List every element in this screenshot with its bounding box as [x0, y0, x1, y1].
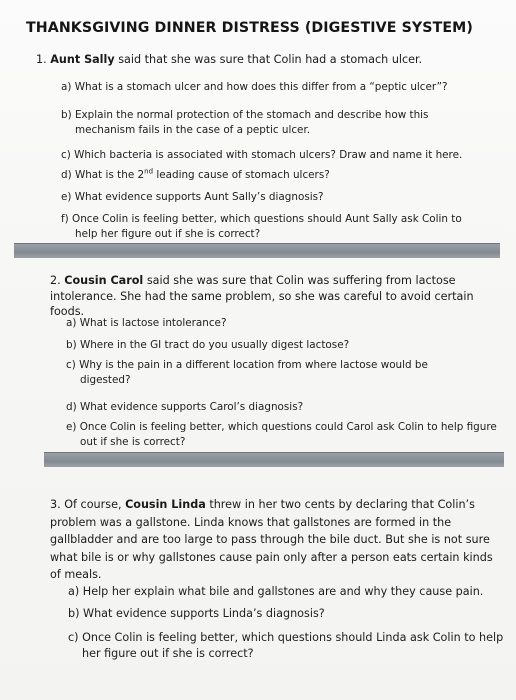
question-1c: c) Which bacteria is associated with stomach ulcers? Draw and name it here.: [61, 149, 463, 161]
question-1f: f) Once Colin is feeling better, which questions should Aunt Sally ask Colin to help her figure out if she is correct?: [61, 213, 462, 240]
question-1a: a) What is a stomach ulcer and how does this differ from a “peptic ulcer”?: [61, 81, 448, 93]
question-3a: a) Help her explain what bile and gallstones are and why they cause pain.: [68, 585, 484, 598]
question-number: 1.: [36, 53, 47, 66]
lead-text: threw in her two cents by declaring that Colin’s problem was a gallstone. Linda knows that gallstones are formed in the gallbladder and are too large to pass through the bile duct. But she is not sure what bile is or why gallstones cause pain only after a person eats certain kinds of meals.: [50, 498, 493, 581]
question-1-lead: [36, 52, 456, 68]
question-3-lead: [50, 496, 496, 584]
question-1d-text-end: leading cause of stomach ulcers?: [153, 169, 330, 181]
question-number: 2.: [50, 274, 61, 287]
question-3c: c) Once Colin is feeling better, which questions should Linda ask Colin to help her figure out if she is correct?: [68, 631, 504, 660]
lead-text: said she was sure that Colin was suffering from lactose intolerance. She had the same problem, so she was careful to avoid certain foods.: [50, 274, 474, 318]
lead-text: said that she was sure that Colin had a stomach ulcer.: [114, 53, 423, 66]
page-title: THANKSGIVING DINNER DISTRESS (DIGESTIVE SYSTEM): [26, 20, 473, 36]
question-2e: e) Once Colin is feeling better, which questions could Carol ask Colin to help figure out if she is correct?: [66, 421, 497, 448]
question-2d: d) What evidence supports Carol’s diagnosis?: [66, 401, 304, 413]
question-1e: e) What evidence supports Aunt Sally’s diagnosis?: [61, 191, 324, 203]
character-name: Cousin Carol: [64, 274, 144, 287]
question-2b: b) Where in the GI tract do you usually digest lactose?: [66, 339, 350, 351]
question-2a: a) What is lactose intolerance?: [66, 317, 227, 329]
question-number: 3.: [50, 498, 61, 511]
section-divider: [14, 243, 500, 258]
section-divider: [44, 452, 504, 467]
character-name: Cousin Linda: [125, 498, 206, 511]
question-2-lead: [50, 273, 482, 320]
lead-text-intro: Of course,: [64, 498, 126, 511]
ordinal-suffix: nd: [144, 167, 154, 176]
question-2c: c) Why is the pain in a different location from where lactose would be digested?: [66, 359, 428, 386]
question-3b: b) What evidence supports Linda’s diagnosis?: [68, 607, 325, 620]
question-1b: b) Explain the normal protection of the stomach and describe how this mechanism fails in the case of a peptic ulcer.: [61, 109, 429, 136]
question-1d: [61, 168, 475, 183]
question-1d-text: d) What is the 2: [61, 169, 145, 181]
character-name: Aunt Sally: [50, 53, 115, 66]
